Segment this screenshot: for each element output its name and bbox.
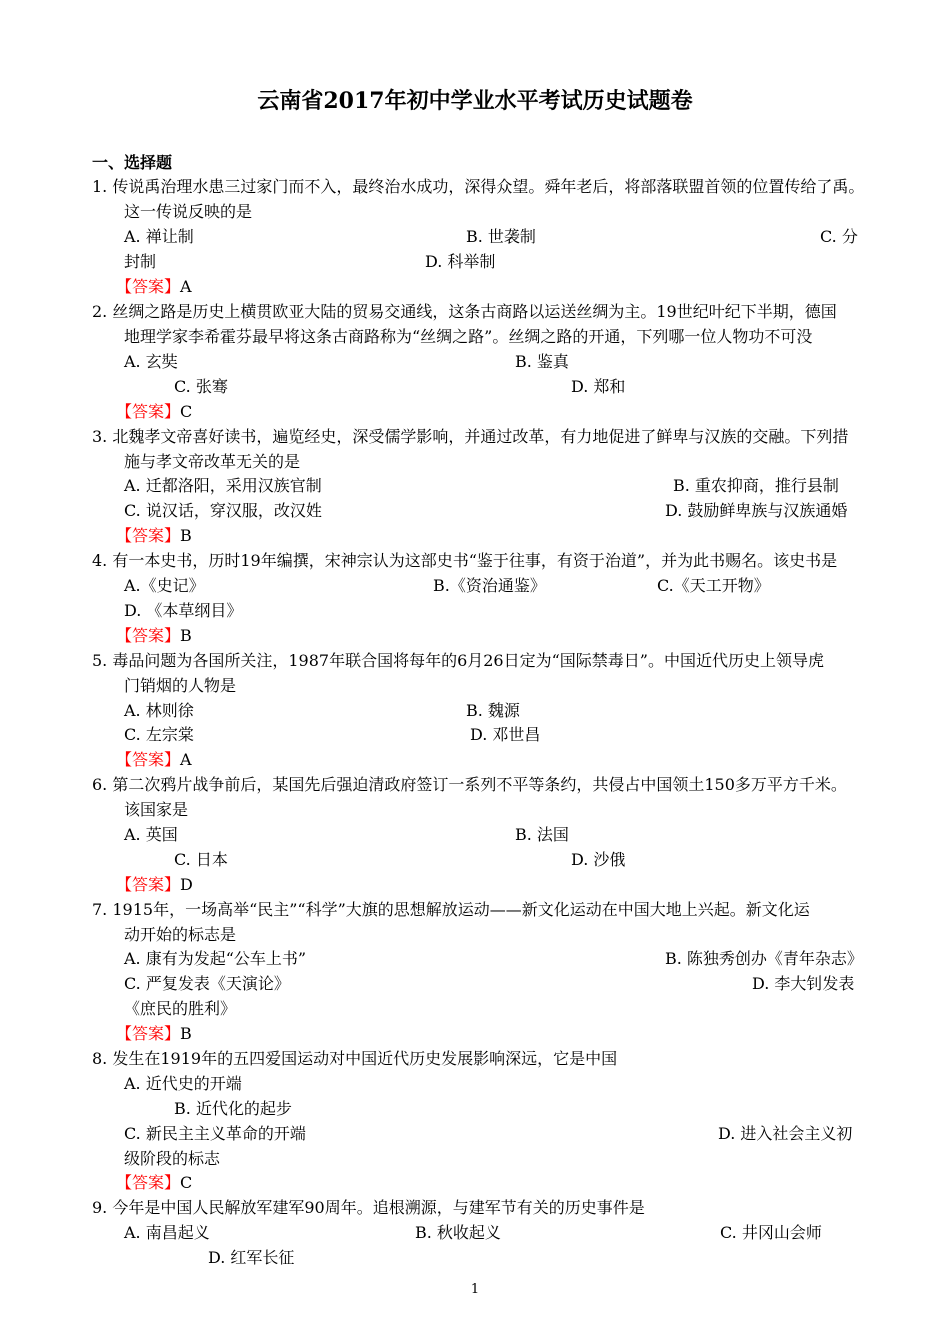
question-5-stem-line-2: 门销烟的人物是 [124,676,237,695]
question-4-option-d: D. 《本草纲目》 [124,601,243,620]
answer-label: 【答案】 [116,626,181,645]
question-8-option-d: D. 进入社会主义初 [718,1124,853,1143]
question-8-option-d-wrap: 级阶段的标志 [124,1149,221,1168]
question-1-option-d: D. 科举制 [425,252,496,271]
question-4-stem-line-1: 4. 有一本史书，历时19年编撰，宋神宗认为这部史书“鉴于往事，有资于治道”，并为此书赐名。该史书是 [92,551,838,570]
question-8-option-a: A. 近代史的开端 [124,1074,242,1093]
question-5-option-c: C. 左宗棠 [124,725,194,744]
page-number: 1 [470,1282,480,1297]
question-2-stem-line-2: 地理学家李希霍芬最早将这条古商路称为“丝绸之路”。丝绸之路的开通，下列哪一位人物功不可没 [124,327,813,346]
answer-value: A [180,277,192,296]
answer-value: D [180,875,193,894]
question-5-option-b: B. 魏源 [466,701,520,720]
answer-label: 【答案】 [116,750,181,769]
answer-value: B [180,626,192,645]
question-3-option-b: B. 重农抑商，推行县制 [673,476,839,495]
question-3-option-d: D. 鼓励鲜卑族与汉族通婚 [665,501,848,520]
question-4-answer [116,626,192,646]
answer-label: 【答案】 [116,1173,181,1192]
question-5-stem-line-1: 5. 毒品问题为各国所关注，1987年联合国将每年的6月26日定为“国际禁毒日”。中国近代历史上领导虎 [92,651,824,670]
answer-value: C [180,1173,193,1192]
question-2-option-b: B. 鉴真 [515,352,569,371]
question-4-option-c: C.《天工开物》 [657,576,770,595]
question-7-option-b: B. 陈独秀创办《青年杂志》 [665,949,863,968]
question-7-option-c: C. 严复发表《天演论》 [124,974,290,993]
section-heading: 一、选择题 [92,153,173,172]
question-3-option-a: A. 迁都洛阳，采用汉族官制 [124,476,322,495]
question-8-option-c: C. 新民主主义革命的开端 [124,1124,306,1143]
answer-label: 【答案】 [116,277,181,296]
question-6-stem-line-1: 6. 第二次鸦片战争前后，某国先后强迫清政府签订一系列不平等条约，共侵占中国领土150多万平方千米。 [92,775,847,794]
question-7-option-d-wrap: 《庶民的胜利》 [124,999,237,1018]
question-4-option-b: B.《资治通鉴》 [433,576,546,595]
question-8-answer [116,1173,192,1193]
question-1-stem-line-2: 这一传说反映的是 [124,202,253,221]
question-7-answer [116,1024,192,1044]
question-1-option-a: A. 禅让制 [124,227,194,246]
question-1-option-c-wrap: 封制 [124,252,157,271]
answer-label: 【答案】 [116,402,181,421]
answer-value: B [180,526,192,545]
question-6-option-c: C. 日本 [174,850,228,869]
page-title: 云南省2017年初中学业水平考试历史试题卷 [257,88,693,114]
question-9-stem-line-1: 9. 今年是中国人民解放军建军90周年。追根溯源，与建军节有关的历史事件是 [92,1198,645,1217]
question-6-option-a: A. 英国 [124,825,178,844]
question-3-answer [116,526,192,546]
question-3-option-c: C. 说汉话，穿汉服，改汉姓 [124,501,322,520]
question-5-option-a: A. 林则徐 [124,701,194,720]
question-5-answer [116,750,192,770]
question-1-stem-line-1: 1. 传说禹治理水患三过家门而不入，最终治水成功，深得众望。舜年老后，将部落联盟首领的位置传给了禹。 [92,177,865,196]
question-2-option-c: C. 张骞 [174,377,228,396]
question-6-stem-line-2: 该国家是 [124,800,189,819]
question-4-option-a: A.《史记》 [124,576,205,595]
question-1-answer [116,277,192,297]
question-3-stem-line-1: 3. 北魏孝文帝喜好读书，遍览经史，深受儒学影响，并通过改革，有力地促进了鲜卑与汉族的交融。下列措 [92,427,849,446]
question-8-stem-line-1: 8. 发生在1919年的五四爱国运动对中国近代历史发展影响深远，它是中国 [92,1049,618,1068]
question-1-option-c: C. 分 [820,227,858,246]
question-9-option-c: C. 井冈山会师 [720,1223,822,1242]
question-2-option-a: A. 玄奘 [124,352,178,371]
question-7-stem-line-1: 7. 1915年，一场高举“民主”“科学”大旗的思想解放运动——新文化运动在中国大地上兴起。新文化运 [92,900,810,919]
question-9-option-b: B. 秋收起义 [415,1223,501,1242]
question-7-stem-line-2: 动开始的标志是 [124,925,237,944]
question-9-option-a: A. 南昌起义 [124,1223,210,1242]
question-6-answer [116,875,193,895]
question-2-answer [116,402,192,422]
answer-label: 【答案】 [116,875,181,894]
question-2-stem-line-1: 2. 丝绸之路是历史上横贯欧亚大陆的贸易交通线，这条古商路以运送丝绸为主。19世纪叶纪下半期，德国 [92,302,837,321]
answer-value: A [180,750,192,769]
question-6-option-b: B. 法国 [515,825,569,844]
answer-label: 【答案】 [116,526,181,545]
question-7-option-a: A. 康有为发起“公车上书” [124,949,307,968]
question-1-option-b: B. 世袭制 [466,227,536,246]
question-9-option-d: D. 红军长征 [208,1248,295,1267]
question-2-option-d: D. 郑和 [571,377,626,396]
question-7-option-d: D. 李大钊发表 [752,974,855,993]
question-3-stem-line-2: 施与孝文帝改革无关的是 [124,452,301,471]
question-6-option-d: D. 沙俄 [571,850,626,869]
question-8-option-b: B. 近代化的起步 [174,1099,292,1118]
answer-value: C [180,402,193,421]
answer-label: 【答案】 [116,1024,181,1043]
answer-value: B [180,1024,192,1043]
question-5-option-d: D. 邓世昌 [470,725,541,744]
